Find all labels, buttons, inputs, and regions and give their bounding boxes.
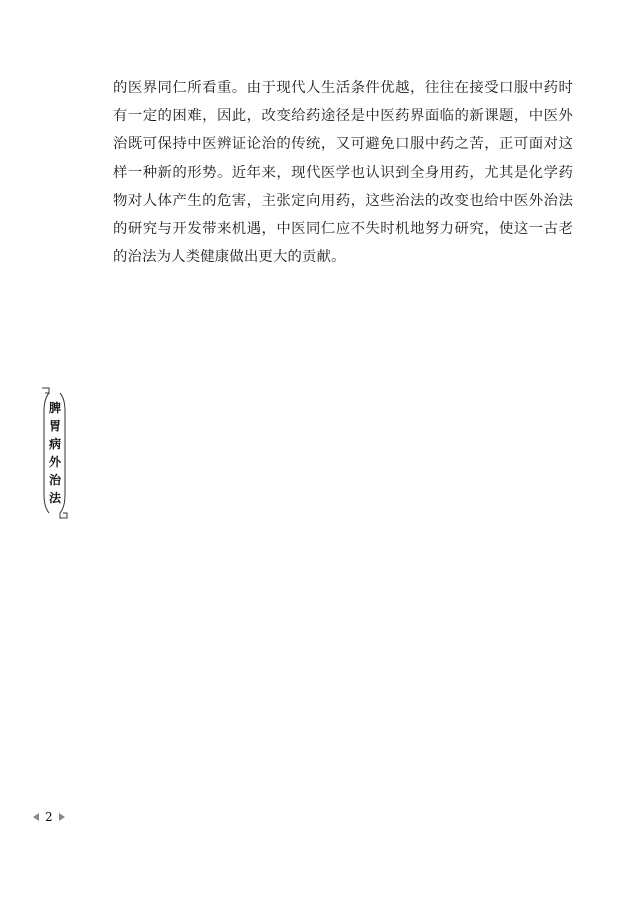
- triangle-right-icon: [59, 813, 65, 821]
- page-number: 2: [45, 810, 53, 824]
- side-title-text: 脾胃病外治法: [48, 401, 61, 505]
- side-book-title: [36, 383, 72, 523]
- body-paragraph: 的医界同仁所看重。由于现代人生活条件优越，往往在接受口服中药时有一定的困难，因此，改变给药途径是中医药界面临的新课题，中医外治既可保持中医辨证论治的传统，又可避免口服中药之苦，正可面对这样一种新的形势。近年来，现代医学也认识到全身用药，尤其是化学药物对人体产生的危害，主张定向用药，这些治法的改变也给中医外治法的研究与开发带来机遇，中医同仁应不失时机地努力研究，使这一古老的治法为人类健康做出更大的贡献。: [113, 80, 573, 266]
- triangle-left-icon: [33, 813, 39, 821]
- page-footer: [33, 809, 65, 825]
